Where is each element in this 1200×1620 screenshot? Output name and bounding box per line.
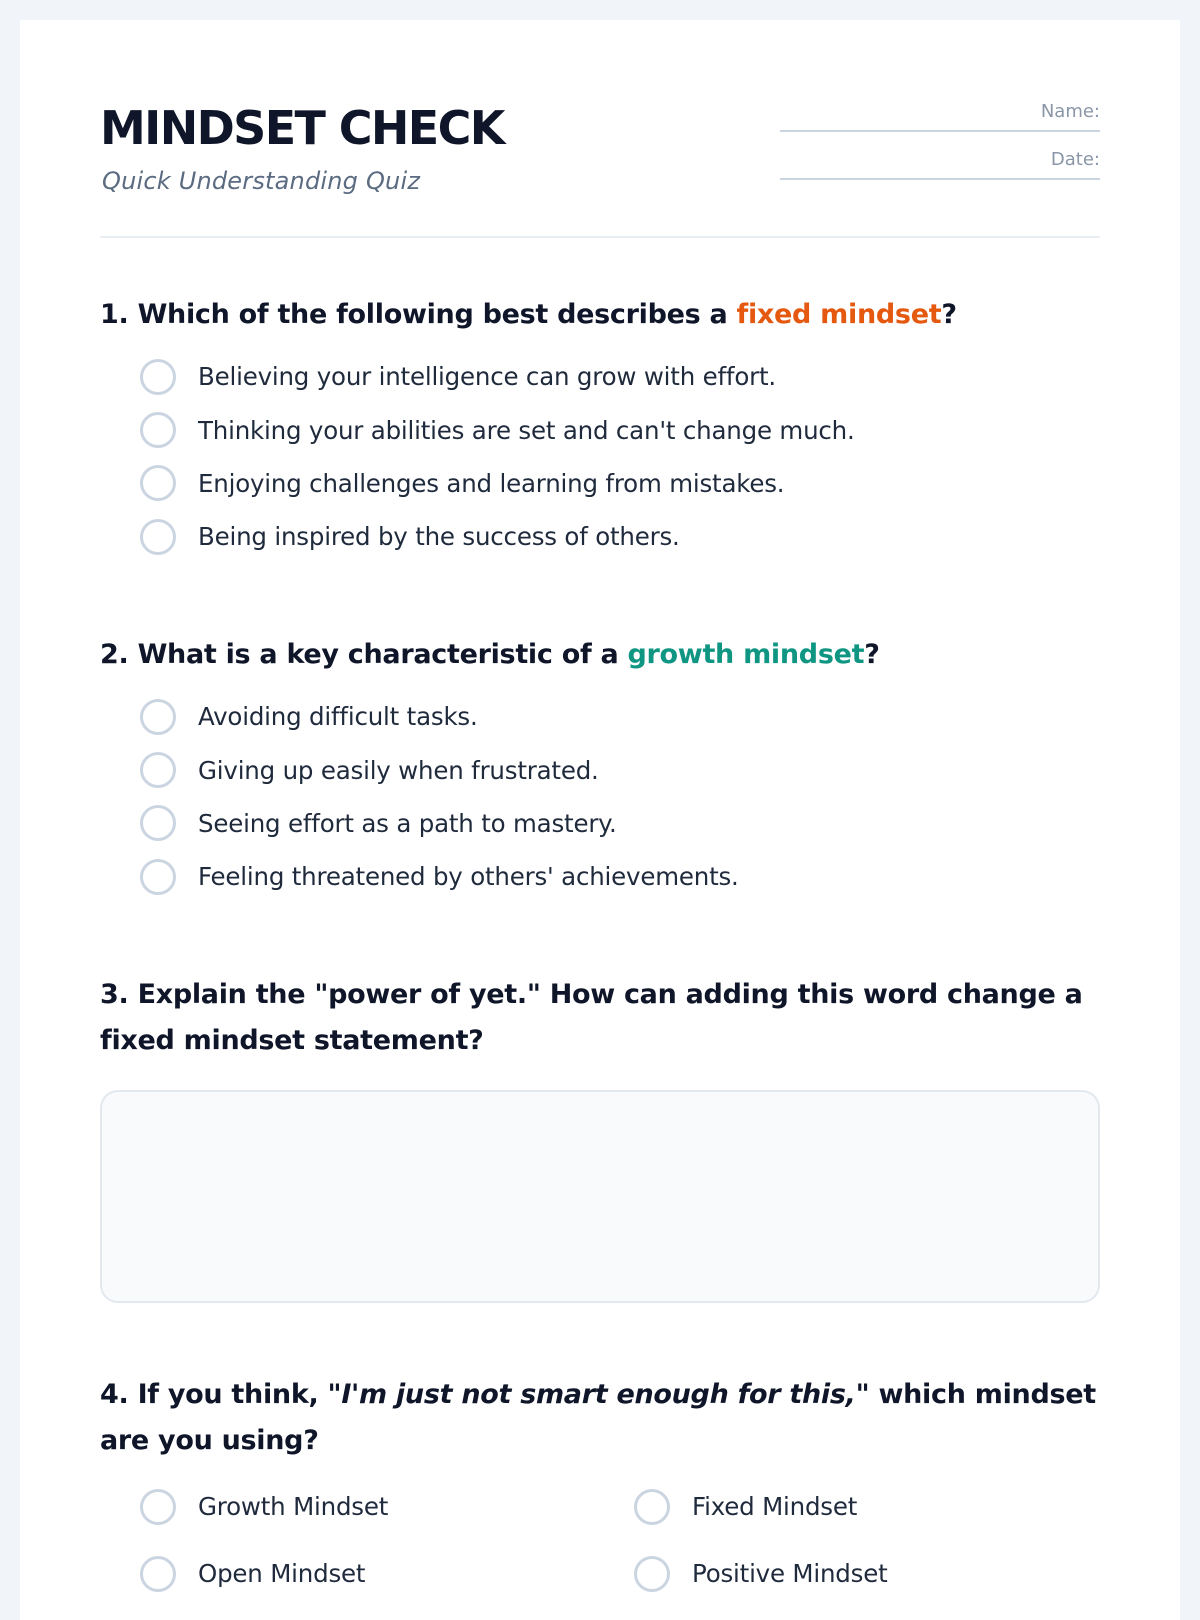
option-2b[interactable] <box>140 743 1100 796</box>
option-2d[interactable] <box>140 850 1100 903</box>
option-1d[interactable] <box>140 510 1100 563</box>
option-label: Giving up easily when frustrated. <box>198 755 599 785</box>
option-2a[interactable] <box>140 690 1100 743</box>
question-3 <box>100 972 1100 1303</box>
question-number: 2. <box>100 639 129 670</box>
question-prefix: What is a key characteristic of a <box>137 639 628 670</box>
question-2-text <box>100 632 1100 678</box>
question-1 <box>100 292 1100 564</box>
option-1b[interactable] <box>140 403 1100 456</box>
question-prefix: If you think, <box>137 1379 328 1410</box>
radio-button[interactable] <box>140 359 176 395</box>
question-number: 1. <box>100 299 129 330</box>
question-number: 3. <box>100 979 129 1010</box>
date-label: Date: <box>1050 149 1100 170</box>
question-3-text <box>100 972 1100 1064</box>
radio-button[interactable] <box>140 699 176 735</box>
radio-button[interactable] <box>140 1489 176 1525</box>
radio-button[interactable] <box>140 1556 176 1592</box>
date-field[interactable] <box>780 134 1100 180</box>
question-suffix: which mindset are you using? <box>100 1379 1096 1456</box>
option-label: Believing your intelligence can grow with effort. <box>198 362 776 392</box>
option-label: Fixed Mindset <box>692 1492 858 1521</box>
option-1c[interactable] <box>140 457 1100 510</box>
question-suffix: ? <box>941 299 957 330</box>
question-4 <box>100 1372 1100 1600</box>
student-info <box>780 100 1100 182</box>
question-1-options <box>100 350 1100 564</box>
quiz-header <box>100 20 1100 238</box>
option-label: Growth Mindset <box>198 1492 389 1521</box>
option-label: Enjoying challenges and learning from mistakes. <box>198 468 785 498</box>
radio-button[interactable] <box>140 465 176 501</box>
option-4b[interactable] <box>634 1480 1128 1533</box>
option-2c[interactable] <box>140 797 1100 850</box>
question-prefix: Which of the following best describes a <box>137 299 737 330</box>
option-label: Open Mindset <box>198 1559 366 1588</box>
radio-button[interactable] <box>140 752 176 788</box>
radio-button[interactable] <box>140 859 176 895</box>
option-4d[interactable] <box>634 1547 1128 1600</box>
radio-button[interactable] <box>634 1556 670 1592</box>
name-label: Name: <box>1040 101 1100 122</box>
question-4-text <box>100 1372 1100 1464</box>
fixed-mindset-highlight: fixed mindset <box>736 299 942 330</box>
question-number: 4. <box>100 1379 129 1410</box>
question-body: Explain the "power of yet." How can adding this word change a fixed mindset statement? <box>100 979 1083 1056</box>
page-subtitle: Quick Understanding Quiz <box>102 167 421 195</box>
option-label: Thinking your abilities are set and can't change much. <box>198 415 855 445</box>
fixed-thought-quote: "I'm just not smart enough for this," <box>327 1379 870 1410</box>
question-1-text <box>100 292 1100 338</box>
question-2-options <box>100 690 1100 904</box>
option-1a[interactable] <box>140 350 1100 403</box>
option-label: Avoiding difficult tasks. <box>198 702 478 732</box>
option-label: Feeling threatened by others' achievements. <box>198 862 739 892</box>
question-2 <box>100 632 1100 904</box>
question-4-options <box>100 1480 1100 1600</box>
radio-button[interactable] <box>140 412 176 448</box>
growth-mindset-highlight: growth mindset <box>627 639 865 670</box>
quiz-page <box>20 20 1180 1620</box>
page-title: MINDSET CHECK <box>100 101 504 155</box>
radio-button[interactable] <box>140 519 176 555</box>
radio-button[interactable] <box>634 1489 670 1525</box>
option-4a[interactable] <box>140 1480 634 1533</box>
option-4c[interactable] <box>140 1547 634 1600</box>
answer-textarea[interactable] <box>100 1090 1100 1303</box>
radio-button[interactable] <box>140 805 176 841</box>
option-label: Positive Mindset <box>692 1559 888 1588</box>
name-field[interactable] <box>780 100 1100 132</box>
option-label: Seeing effort as a path to mastery. <box>198 808 617 838</box>
option-label: Being inspired by the success of others. <box>198 522 680 552</box>
question-suffix: ? <box>864 639 880 670</box>
